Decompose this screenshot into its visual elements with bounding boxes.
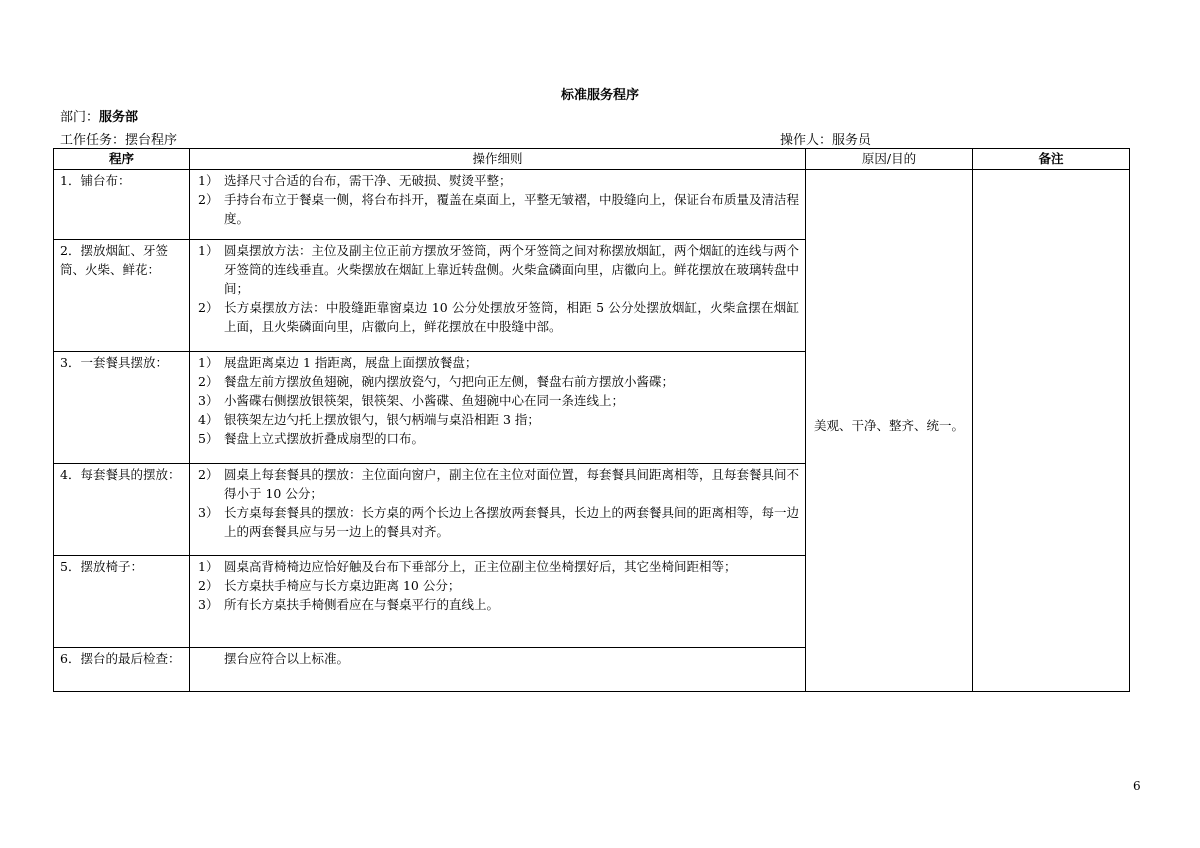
detail-item [196,503,799,541]
detail-item [196,576,799,595]
step-cell: 1．铺台布： [54,170,190,240]
detail-item-text: 所有长方桌扶手椅侧看应在与餐桌平行的直线上。 [224,597,500,612]
detail-item [196,595,799,614]
step-cell: 4．每套餐具的摆放： [54,464,190,556]
work-task: 工作任务：摆台程序 [60,133,178,148]
detail-item-number: 5） [198,431,219,446]
detail-item-text: 手持台布立于餐桌一侧，将台布抖开，覆盖在桌面上，平整无皱褶，中股缝向上，保证台布质量及清洁程度。 [224,192,800,226]
page-number: 6 [1133,779,1141,793]
detail-item-number: 1） [198,173,219,188]
department [60,106,138,125]
table-header-row [54,149,1130,170]
detail-cell [190,170,806,240]
header-details: 操作细则 [190,149,806,170]
detail-item [196,171,799,190]
detail-item [196,649,799,668]
detail-item-text: 餐盘左前方摆放鱼翅碗，碗内摆放瓷勺，勺把向正左侧，餐盘右前方摆放小酱碟； [224,374,675,389]
detail-item-number [196,649,224,668]
page-title: 标准服务程序 [560,88,639,103]
table-row [54,170,1130,240]
detail-item [196,372,799,391]
detail-item-text: 银筷架左边勺托上摆放银勺，银勺柄端与桌沿相距 3 指； [224,412,540,427]
detail-item-text: 餐盘上立式摆放折叠成扇型的口布。 [224,431,425,446]
detail-item [196,353,799,372]
detail-cell [190,464,806,556]
detail-item-number: 2） [198,300,219,315]
department-value: 服务部 [99,110,139,125]
detail-item-number: 1） [198,355,219,370]
detail-item-number: 2） [198,578,219,593]
header-step: 程序 [54,149,190,170]
step-cell: 3．一套餐具摆放： [54,352,190,464]
detail-item-number: 3） [198,597,219,612]
detail-cell [190,352,806,464]
detail-cell [190,648,806,692]
detail-item-number: 2） [198,374,219,389]
step-cell: 2．摆放烟缸、牙签筒、火柴、鲜花： [54,240,190,352]
detail-item [196,557,799,576]
detail-item-text: 圆桌上每套餐具的摆放：主位面向窗户，副主位在主位对面位置，每套餐具间距离相等，且每套餐具间不得小于 10 公分； [224,467,800,501]
detail-item-text: 长方桌每套餐具的摆放：长方桌的两个长边上各摆放两套餐具，长边上的两套餐具间的距离相等，每一边上的两套餐具应与另一边上的餐具对齐。 [224,505,800,539]
detail-item-text: 圆桌摆放方法：主位及副主位正前方摆放牙签筒，两个牙签筒之间对称摆放烟缸，两个烟缸的连线与两个牙签筒的连线垂直。火柴摆放在烟缸上靠近转盘侧。火柴盒磷面向里，店徽向上。鲜花摆放在玻璃转盘中间； [224,243,800,296]
operator: 操作人：服务员 [780,133,872,148]
detail-item-number: 4） [198,412,219,427]
detail-item [196,241,799,298]
detail-item-number: 3） [198,505,219,520]
detail-item-text: 长方桌扶手椅应与长方桌边距离 10 公分； [224,578,461,593]
detail-item-number: 1） [198,243,219,258]
detail-item-text: 长方桌摆放方法：中股缝距靠窗桌边 10 公分处摆放牙签筒，相距 5 公分处摆放烟缸，火柴盒摆在烟缸上面，且火柴磷面向里，店徽向上，鲜花摆放在中股缝中部。 [224,300,799,334]
department-label: 部门： [60,110,100,125]
detail-item-number: 1） [198,559,219,574]
header-note: 备注 [973,149,1130,170]
note-cell [973,170,1130,692]
detail-item [196,429,799,448]
detail-item-number: 3） [198,393,219,408]
detail-item [196,190,799,228]
detail-item [196,298,799,336]
detail-item-text: 小酱碟右侧摆放银筷架，银筷架、小酱碟、鱼翅碗中心在同一条连线上； [224,393,625,408]
detail-item-text: 展盘距离桌边 1 指距离，展盘上面摆放餐盘； [224,355,478,370]
detail-item-number: 2） [198,192,219,207]
detail-item-number: 2） [198,467,219,482]
detail-item [196,391,799,410]
detail-cell [190,556,806,648]
step-cell: 6．摆台的最后检查： [54,648,190,692]
detail-item [196,465,799,503]
header-reason: 原因/目的 [806,149,973,170]
detail-item-text: 选择尺寸合适的台布，需干净、无破损、熨烫平整； [224,173,512,188]
detail-item [196,410,799,429]
detail-item-text: 圆桌高背椅椅边应恰好触及台布下垂部分上，正主位副主位坐椅摆好后，其它坐椅间距相等； [224,559,737,574]
reason-cell: 美观、干净、整齐、统一。 [806,170,973,692]
step-cell: 5．摆放椅子： [54,556,190,648]
detail-cell [190,240,806,352]
procedure-table [53,148,1130,692]
detail-item-text: 摆台应符合以上标准。 [224,651,350,666]
